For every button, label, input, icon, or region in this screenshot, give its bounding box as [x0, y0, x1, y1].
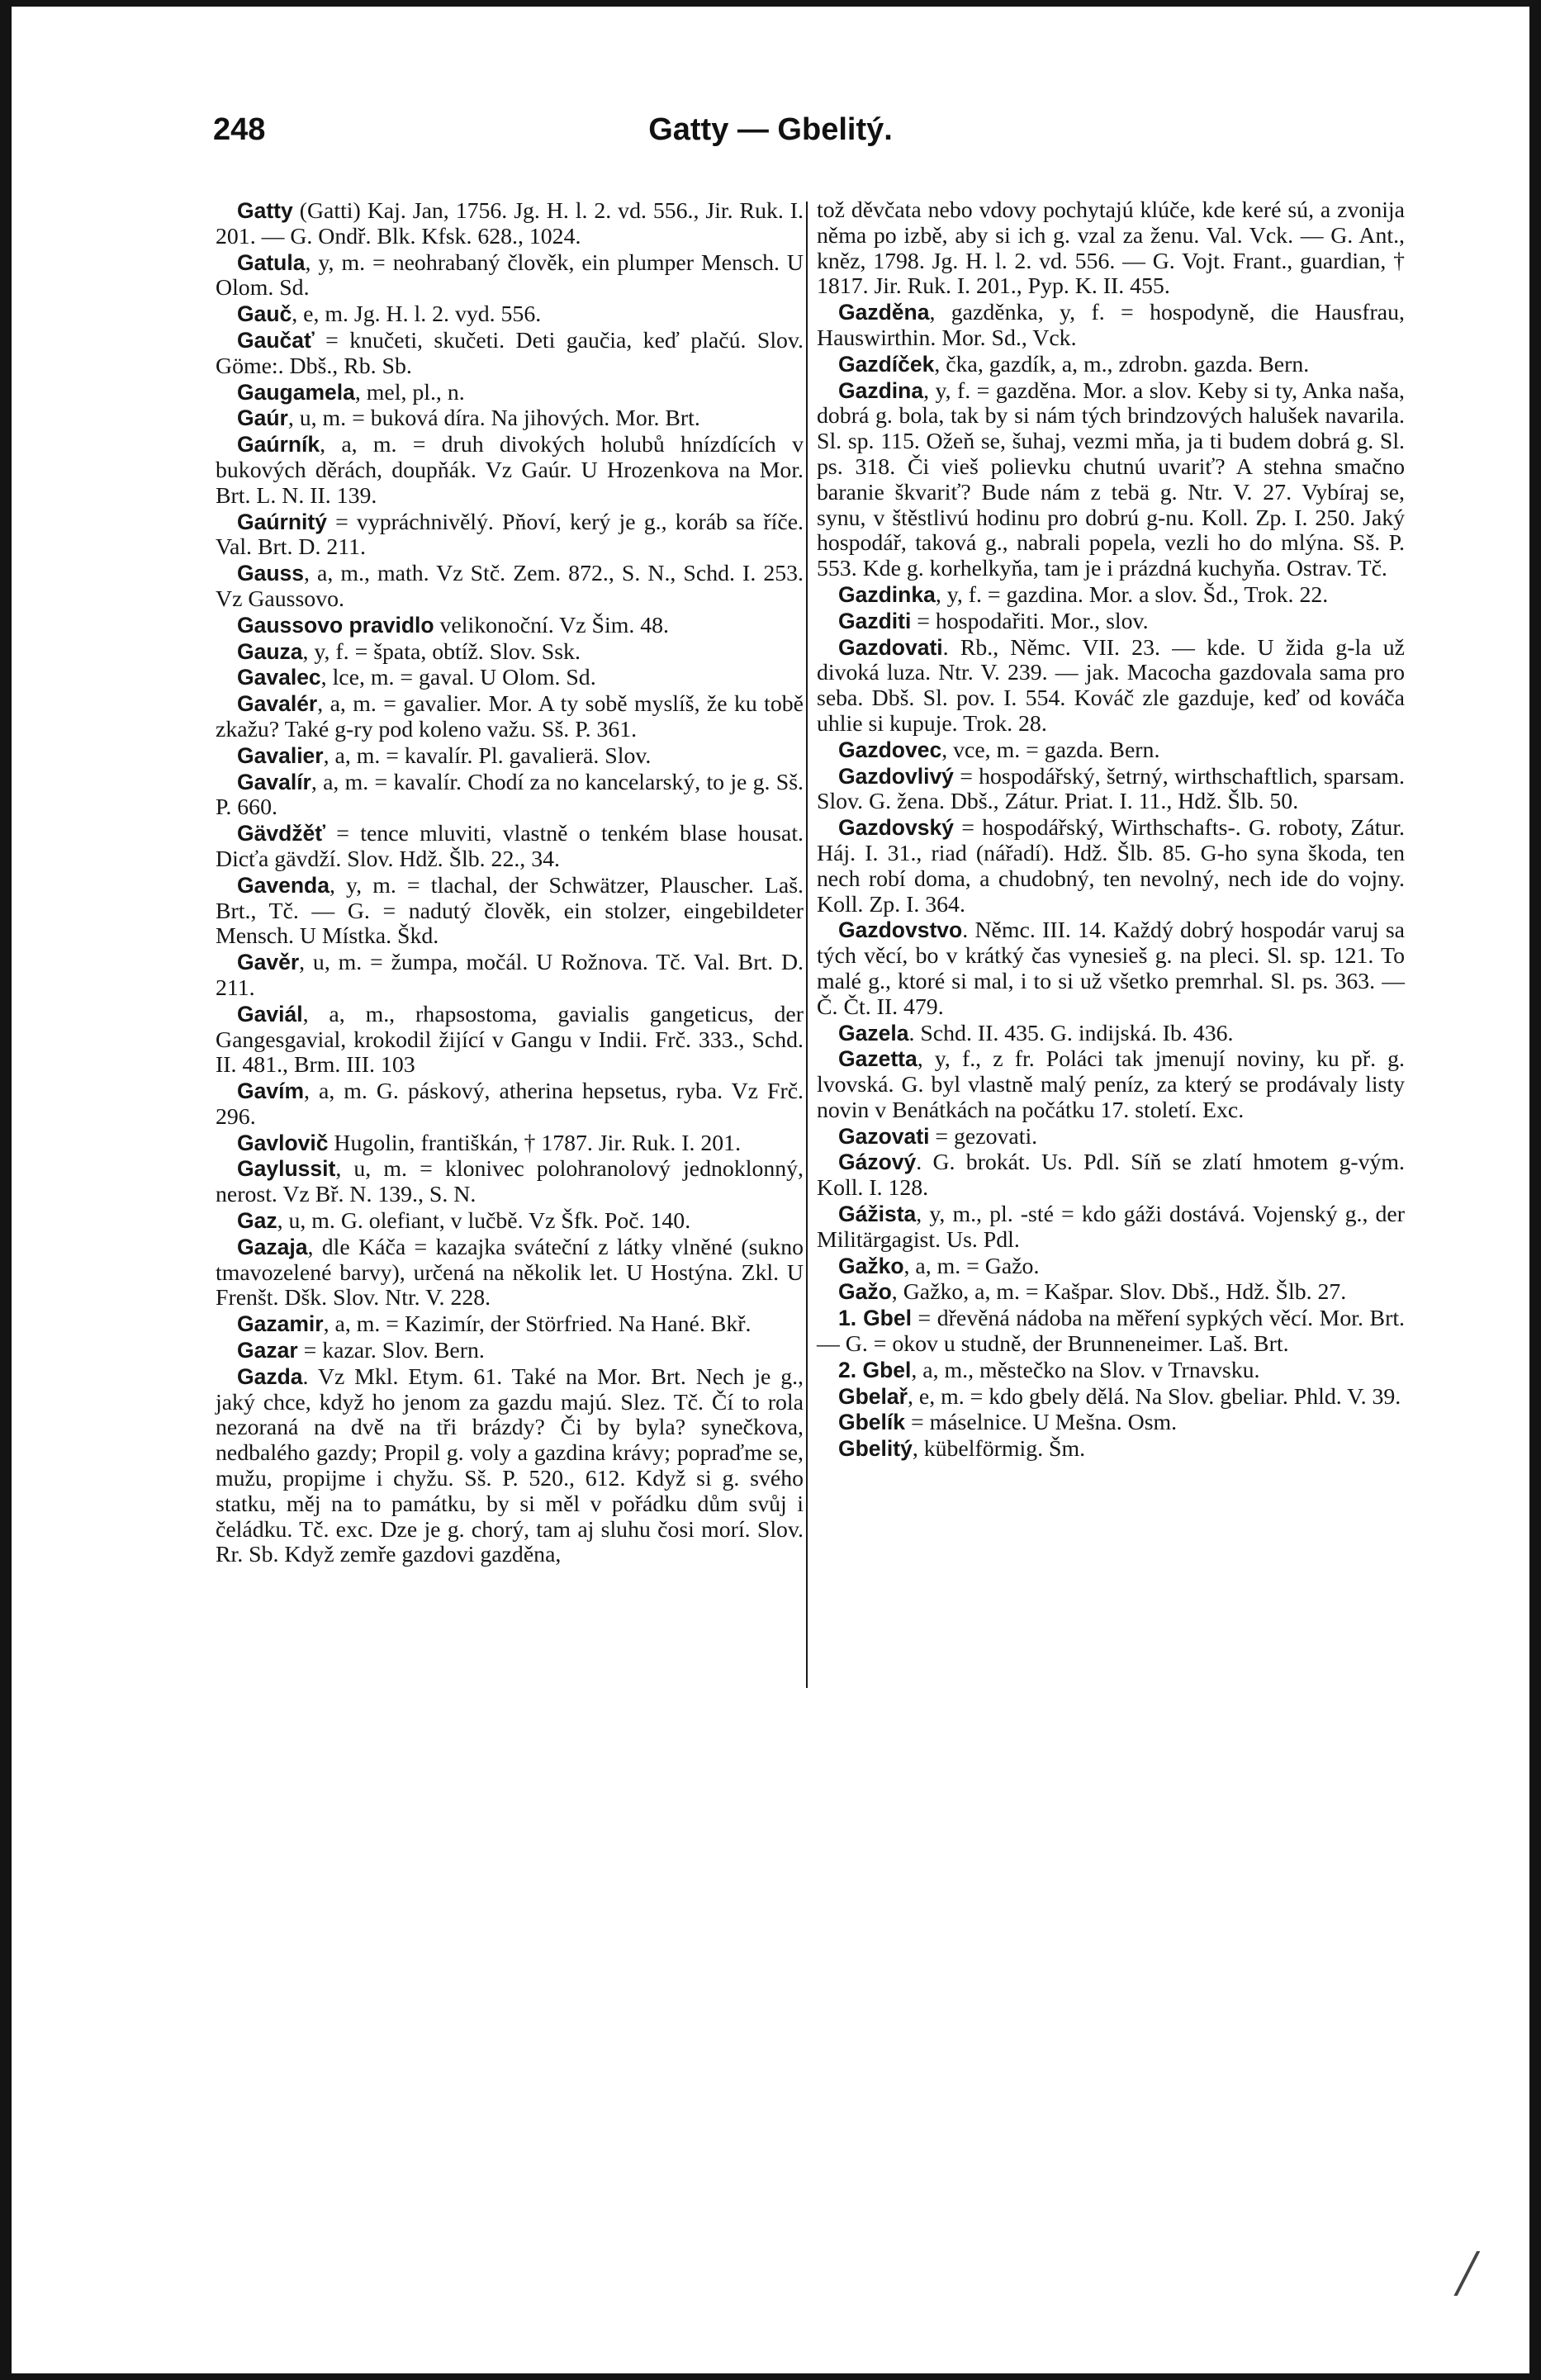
entry-headword: Gauč — [237, 301, 292, 327]
dictionary-entry — [216, 432, 804, 509]
dictionary-entry — [216, 1311, 804, 1338]
dictionary-entry — [817, 1436, 1405, 1463]
dictionary-entry — [216, 561, 804, 613]
dictionary-entry — [817, 300, 1405, 352]
dictionary-entry — [817, 1021, 1405, 1047]
entry-text: = hospodářský, Wirthschafts-. G. roboty, Zátur. Háj. I. 31., riad (nářadí). Hdž. Šlb. 85. G-ho syna škoda, ten nech robí doma, a chudobný, ten nevolný, nech ide do vojny. Koll. Zp. I. 364. — [817, 815, 1405, 917]
entry-headword: Gavalier — [237, 742, 324, 768]
dictionary-entry — [817, 635, 1405, 737]
entry-text: , y, m. = tlachal, der Schwätzer, Plauscher. Laš. Brt., Tč. — G. = nadutý člověk, ein stolzer, eingebildeter Mensch. U Místka. Škd. — [216, 872, 804, 950]
entry-text: , a, m. G. páskový, atherina hepsetus, ryba. Vz Frč. 296. — [216, 1079, 804, 1130]
dictionary-entry — [216, 301, 804, 328]
margin-mark: / — [1457, 2237, 1476, 2310]
entry-text: = gezovati. — [929, 1123, 1038, 1150]
entry-headword: Gavěr — [237, 950, 300, 975]
entry-headword: Gazdovec — [838, 737, 942, 762]
page-number: 248 — [213, 112, 266, 147]
dictionary-entry — [216, 328, 804, 380]
dictionary-entry — [817, 198, 1405, 300]
dictionary-entry — [216, 1079, 804, 1131]
entry-text: , u, m. = klonivec polohranolový jednoklonný, nerost. Vz Bř. N. 139., S. N. — [216, 1156, 804, 1208]
dictionary-entry — [216, 405, 804, 432]
entry-headword: Gavenda — [237, 872, 330, 898]
dictionary-entry — [817, 1306, 1405, 1358]
entry-headword: Gazditi — [838, 608, 912, 633]
entry-text: , mel, pl., n. — [354, 379, 465, 405]
dictionary-entry — [216, 380, 804, 406]
dictionary-entry — [216, 743, 804, 770]
dictionary-entry — [817, 352, 1405, 378]
entry-headword: Gauza — [237, 638, 303, 664]
entry-text: Hugolin, františkán, † 1787. Jir. Ruk. I. 201. — [328, 1130, 742, 1156]
entry-headword: Gavalér — [237, 691, 318, 717]
dictionary-page — [12, 7, 1529, 2373]
entry-headword: Gavím — [237, 1079, 305, 1104]
entry-text: . Rb., Němc. VII. 23. — kde. U žida g-la už divoká luza. Ntr. V. 239. — jak. Macocha gazdovala sama pro seba. Dbš. Sl. pov. I. 554. Kováč zle gazduje, keď od kováča uhlie si kupuje. Trok. 28. — [817, 634, 1405, 737]
entry-headword: Gazetta — [838, 1046, 917, 1072]
entry-text: , čka, gazdík, a, m., zdrobn. gazda. Bern. — [934, 351, 1310, 377]
dictionary-entry — [817, 815, 1405, 917]
entry-headword: Gavalec — [237, 665, 321, 690]
entry-text: (Gatti) Kaj. Jan, 1756. Jg. H. l. 2. vd. 556., Jir. Ruk. I. 201. — G. Ondř. Blk. Kfsk. 628., 1024. — [216, 198, 804, 249]
right-column — [817, 198, 1405, 1463]
entry-text: , y, f. = gazdina. Mor. a slov. Šd., Trok. 22. — [935, 581, 1329, 608]
dictionary-entry — [216, 1131, 804, 1157]
entry-headword: Gazdovstvo — [838, 917, 963, 943]
entry-text: = kazar. Slov. Bern. — [297, 1338, 485, 1364]
dictionary-entry — [216, 691, 804, 743]
entry-text: , y, f. = gazděna. Mor. a slov. Keby si ty, Anka naša, dobrá g. bola, tak by si nám tých brindzových halušek navarila. Sl. sp. 115. Ožeň se, šuhaj, vezmi mňa, ja ti budem dobrá g. Sl. ps. 318. Či vieš polievku chutnú uvariť? A stehna smačno baranie škvariť? Bude nám z tebä g. Ntr. V. 27. Vybíraj se, synu, v štěstlivú hodinu pro dobrú g-nu. Koll. Zp. I. 250. Jaký hospodář, taková g., nabrali popela, vezli ho do mlýna. Sš. P. 553. Kde g. korhelkyňa, tam je i prázdná kuchyňa. Ostrav. Tč. — [817, 377, 1405, 582]
entry-headword: Gazdíček — [838, 351, 935, 377]
entry-text: , y, m. = neohrabaný člověk, ein plumper Mensch. U Olom. Sd. — [216, 249, 804, 301]
entry-headword: Gavlovič — [237, 1130, 329, 1155]
entry-text: , Gažko, a, m. = Kašpar. Slov. Dbš., Hdž. Šlb. 27. — [891, 1279, 1347, 1306]
entry-headword: Gazdovlivý — [838, 763, 954, 789]
entry-headword: Gaviál — [237, 1001, 303, 1026]
entry-headword: Gazamir — [237, 1311, 324, 1337]
dictionary-entry — [817, 764, 1405, 816]
dictionary-entry — [216, 250, 804, 302]
entry-headword: Gbelík — [838, 1410, 906, 1435]
entry-headword: Gazdina — [838, 377, 924, 403]
entry-headword: Gaučať — [237, 327, 315, 353]
entry-headword: 1. Gbel — [838, 1306, 912, 1331]
entry-text: = dřevěná nádoba na měření sypkých věcí. Mor. Brt. — G. = okov u studně, der Brunneneimer. Laš. Brt. — [817, 1306, 1405, 1358]
dictionary-entry — [216, 665, 804, 691]
entry-text: , u, m. = buková díra. Na jihových. Mor. Brt. — [287, 405, 700, 432]
entry-headword: Gauss — [237, 561, 305, 586]
entry-text: , dle Káča = kazajka sváteční z látky vlněné (sukno tmavozelené barvy), určená na několik let. U Hostýna. Zkl. U Frenšt. Dšk. Slov. Ntr. V. 228. — [216, 1234, 804, 1311]
entry-headword: Gatty — [237, 198, 293, 223]
dictionary-entry — [216, 950, 804, 1002]
dictionary-entry — [216, 198, 804, 250]
entry-text: . Němc. III. 14. Každý dobrý hospodár varuj sa tých věcí, bo v krátký čas vynesieš g. na pleci. Sl. sp. 121. To malé g., ktoré si mal, i to si už všetko premrhal. Sl. ps. 363. — Č. Čt. II. 479. — [817, 917, 1405, 1020]
dictionary-entry — [817, 1124, 1405, 1150]
running-head: Gatty — Gbelitý. — [648, 112, 893, 147]
entry-text: , a, m. = kavalír. Chodí za no kancelarský, to je g. Sš. P. 660. — [216, 769, 804, 821]
dictionary-entry — [817, 917, 1405, 1020]
dictionary-entry — [216, 510, 804, 562]
entry-text: , e, m. = kdo gbely dělá. Na Slov. gbeliar. Phld. V. 39. — [907, 1383, 1401, 1410]
entry-text: , kübelförmig. Šm. — [912, 1436, 1086, 1463]
dictionary-entry — [216, 873, 804, 950]
entry-text: . Schd. II. 435. G. indijská. Ib. 436. — [908, 1020, 1234, 1046]
entry-headword: 2. Gbel — [838, 1357, 912, 1382]
dictionary-entry — [817, 378, 1405, 582]
entry-text: , gazděnka, y, f. = hospodyně, die Hausfrau, Hauswirthin. Mor. Sd., Vck. — [817, 300, 1405, 351]
entry-text: , u, m. = žumpa, močál. U Rožnova. Tč. Val. Brt. D. 211. — [216, 950, 804, 1001]
entry-text: , a, m., math. Vz Stč. Zem. 872., S. N., Schd. I. 253. Vz Gaussovo. — [216, 561, 804, 612]
entry-headword: Gaylussit — [237, 1156, 336, 1182]
column-rule — [806, 201, 808, 1688]
entry-headword: Gaúr — [237, 405, 288, 431]
entry-text: velikonoční. Vz Šim. 48. — [434, 612, 669, 638]
entry-text: , a, m. = Gažo. — [903, 1253, 1040, 1279]
dictionary-entry — [817, 1358, 1405, 1384]
dictionary-entry — [216, 1364, 804, 1568]
entry-headword: Gävdžěť — [237, 821, 325, 846]
entry-text: , lce, m. = gaval. U Olom. Sd. — [320, 665, 596, 691]
entry-headword: Gazděna — [838, 300, 930, 325]
entry-headword: Gatula — [237, 249, 306, 275]
entry-text: = knučeti, skučeti. Deti gaučia, keď plačú. Slov. Göme:. Dbš., Rb. Sb. — [216, 327, 804, 379]
entry-text: , a, m. = kavalír. Pl. gavalierä. Slov. — [323, 742, 652, 769]
entry-text: , e, m. Jg. H. l. 2. vyd. 556. — [292, 301, 542, 328]
entry-text: , y, f. = špata, obtíž. Slov. Ssk. — [302, 638, 581, 665]
entry-headword: Gažko — [838, 1253, 904, 1278]
entry-text: = vypráchnivělý. Pňoví, kerý je g., koráb sa říče. Val. Brt. D. 211. — [216, 509, 804, 561]
dictionary-entry — [817, 1410, 1405, 1436]
dictionary-entry — [216, 1338, 804, 1364]
dictionary-entry — [216, 639, 804, 666]
entry-headword: Gbelař — [838, 1383, 908, 1409]
dictionary-entry — [817, 1150, 1405, 1202]
entry-headword: Gažo — [838, 1279, 892, 1305]
dictionary-entry — [216, 1235, 804, 1311]
entry-headword: Gaussovo pravidlo — [237, 612, 434, 638]
dictionary-entry — [817, 609, 1405, 635]
entry-text: , y, f., z fr. Poláci tak jmenují noviny, ku př. g. lvovská. G. byl vlastně malý peníz, za který se prodávaly listy novin v Benátkách na počátku 17. století. Exc. — [817, 1046, 1405, 1123]
dictionary-entry — [216, 770, 804, 822]
entry-text: = hospodářský, šetrný, wirthschaftlich, sparsam. Slov. G. žena. Dbš., Zátur. Priat. I. 11., Hdž. Šlb. 50. — [817, 763, 1405, 815]
dictionary-entry — [817, 1046, 1405, 1123]
entry-text: , u, m. G. olefiant, v lučbě. Vz Šfk. Poč. 140. — [277, 1208, 691, 1235]
dictionary-entry — [817, 1279, 1405, 1306]
entry-headword: Gaz — [237, 1208, 277, 1234]
entry-text: . G. brokát. Us. Pdl. Síň se zlatí hmotem g-vým. Koll. I. 128. — [817, 1150, 1405, 1202]
entry-headword: Gazar — [237, 1338, 298, 1363]
dictionary-entry — [216, 821, 804, 873]
dictionary-entry — [817, 1384, 1405, 1410]
entry-headword: Gaugamela — [237, 379, 355, 405]
entry-headword: Gazdovati — [838, 634, 943, 660]
entry-text: , a, m., rhapsostoma, gavialis gangeticus, der Gangesgavial, krokodil žijící v Gangu v Indii. Frč. 333., Schd. II. 481., Brm. III. 103 — [216, 1001, 804, 1079]
entry-text: , a, m., městečko na Slov. v Trnavsku. — [911, 1357, 1260, 1383]
page-header — [12, 112, 1529, 162]
dictionary-entry — [817, 737, 1405, 764]
entry-headword: Gazdinka — [838, 581, 936, 607]
entry-text: , vce, m. = gazda. Bern. — [941, 737, 1160, 763]
dictionary-entry — [216, 1002, 804, 1079]
entry-text: tož děvčata nebo vdovy pochytajú klúče, kde keré sú, a zvonija něma po izbě, aby si ich g. vzal za ženu. Val. Vck. — G. Ant., kněz, 1798. Jg. H. l. 2. vd. 556. — G. Vojt. Frant., guardian, † 1817. Jir. Ruk. I. 201., Pyp. K. II. 455. — [817, 197, 1405, 300]
entry-text: = hospodařiti. Mor., slov. — [911, 608, 1149, 634]
entry-headword: Gavalír — [237, 769, 311, 794]
dictionary-entry — [817, 1254, 1405, 1280]
entry-headword: Gaúrnitý — [237, 509, 327, 534]
entry-headword: Gazda — [237, 1363, 303, 1389]
entry-text: , a, m. = gavalier. Mor. A ty sobě myslíš, že ku tobě zkažu? Také g-ry pod koleno važu. Sš. P. 361. — [216, 691, 804, 742]
entry-headword: Gaúrník — [237, 432, 320, 458]
dictionary-entry — [216, 613, 804, 639]
entry-headword: Gazovati — [838, 1123, 930, 1149]
entry-headword: Gázový — [838, 1150, 917, 1175]
entry-headword: Gazdovský — [838, 815, 954, 841]
entry-text: = máselnice. U Mešna. Osm. — [905, 1410, 1178, 1436]
entry-text: , a, m. = druh divokých holubů hnízdících v bukových děrách, doupňák. Vz Gaúr. U Hrozenkova na Mor. Brt. L. N. II. 139. — [216, 432, 804, 509]
entry-text: = tence mluviti, vlastně o tenkém blase housat. Dicťa gävdží. Slov. Hdž. Šlb. 22., 34. — [216, 821, 804, 872]
entry-text: , y, m., pl. -sté = kdo gáži dostává. Vojenský g., der Militärgagist. Us. Pdl. — [817, 1202, 1405, 1253]
entry-headword: Gazaja — [237, 1234, 308, 1259]
left-column — [216, 198, 804, 1568]
entry-headword: Gbelitý — [838, 1436, 913, 1462]
entry-headword: Gazela — [838, 1020, 909, 1045]
dictionary-entry — [817, 582, 1405, 609]
dictionary-entry — [817, 1202, 1405, 1254]
entry-headword: Gážista — [838, 1202, 917, 1227]
entry-text: . Vz Mkl. Etym. 61. Také na Mor. Brt. Nech je g., jaký chce, když ho jenom za gazdu majú. Slez. Tč. Čí to rola nezoraná na dvě na tři brázdy? Či by byla? synečkova, nedbalého gazdy; Propil g. voly a gazdina krávy; popraďme se, mužu, propijme i chyžu. Sš. P. 520., 612. Když si g. svého statku, měj na to památku, by si měl v pořádku dům svůj i čeládku. Tč. exc. Dze je g. chorý, tam aj sluhu čosi morí. Slov. Rr. Sb. Když zemře gazdovi gazděna, — [216, 1363, 804, 1568]
dictionary-entry — [216, 1208, 804, 1235]
dictionary-entry — [216, 1156, 804, 1208]
entry-text: , a, m. = Kazimír, der Störfried. Na Hané. Bkř. — [323, 1311, 752, 1338]
